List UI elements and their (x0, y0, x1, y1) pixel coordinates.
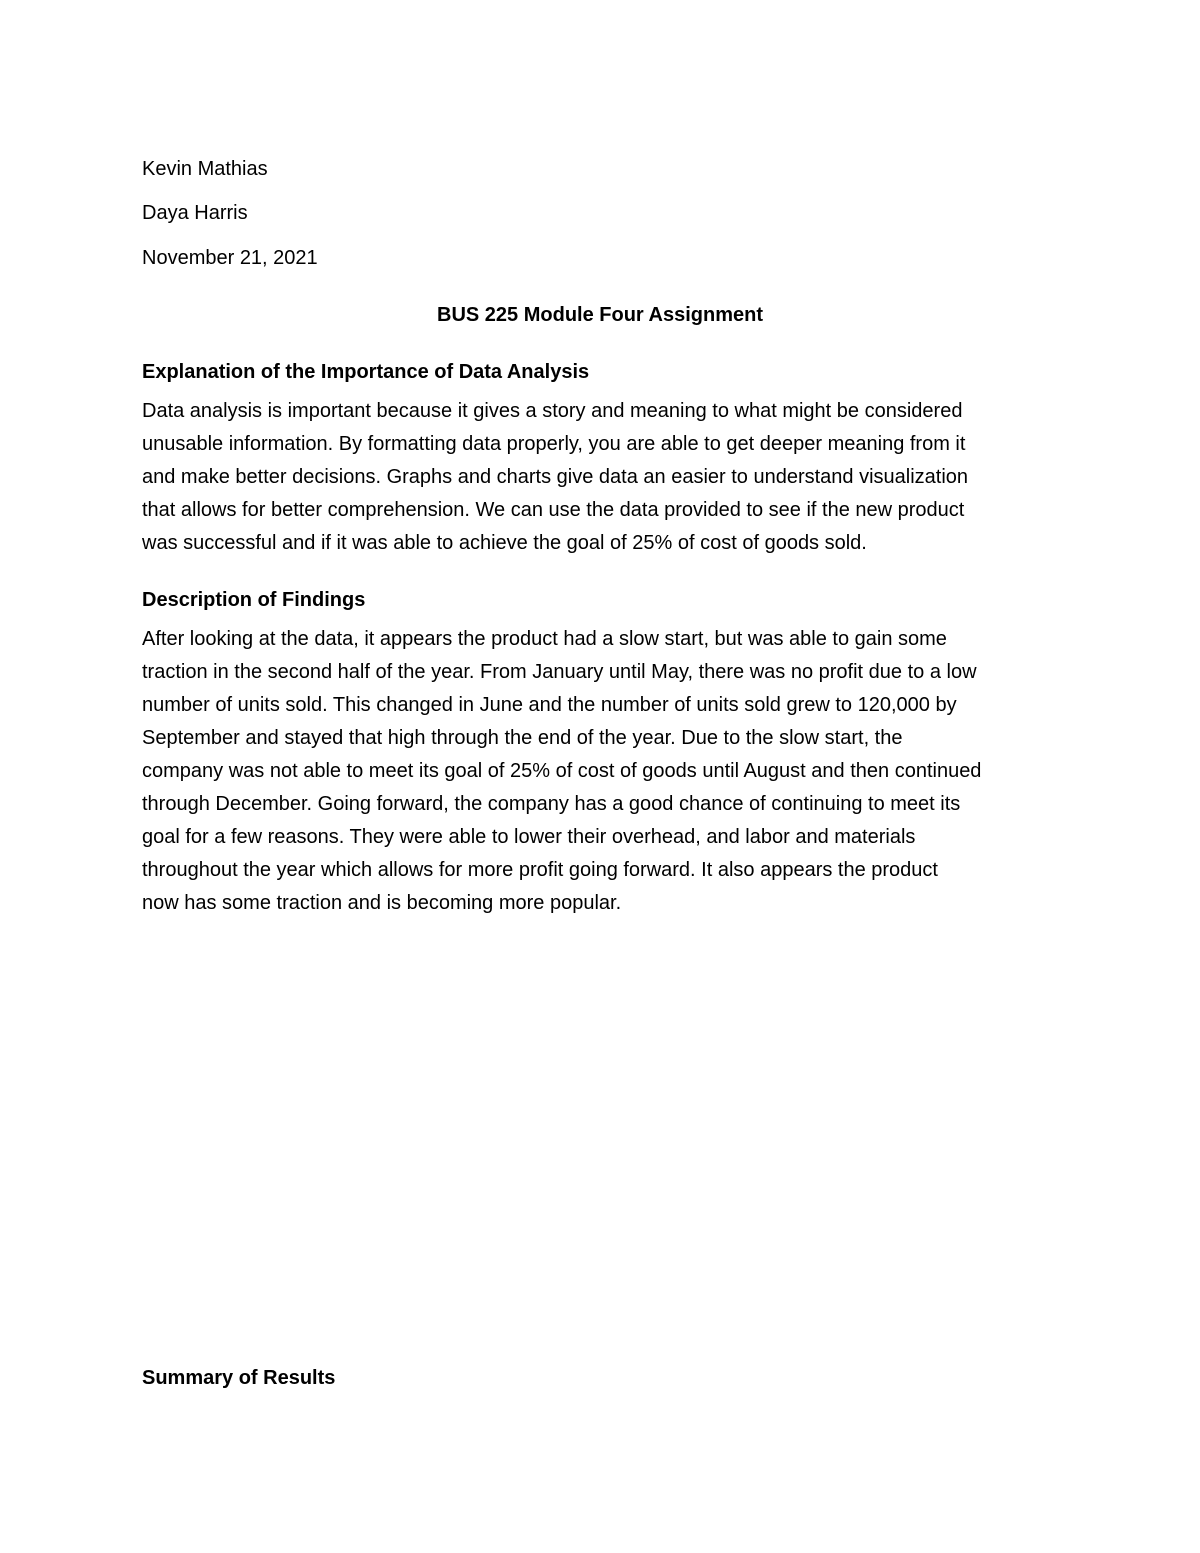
paragraph-line: Data analysis is important because it gives a story and meaning to what might be considered (142, 400, 963, 422)
section-body-importance (142, 395, 1062, 560)
paragraph-line: and make better decisions. Graphs and charts give data an easier to understand visualization (142, 466, 969, 488)
section-heading-summary: Summary of Results (142, 1367, 336, 1389)
paragraph-line: now has some traction and is becoming more popular. (142, 892, 622, 914)
paragraph-line: through December. Going forward, the company has a good chance of continuing to meet its (142, 793, 961, 815)
paragraph-line: was successful and if it was able to achieve the goal of 25% of cost of goods sold. (142, 532, 867, 554)
instructor-name: Daya Harris (142, 202, 248, 224)
author-name: Kevin Mathias (142, 158, 268, 180)
section-heading-findings: Description of Findings (142, 589, 366, 611)
paragraph-line: that allows for better comprehension. We can use the data provided to see if the new product (142, 499, 965, 521)
paragraph-line: unusable information. By formatting data properly, you are able to get deeper meaning from it (142, 433, 966, 455)
paragraph-line: After looking at the data, it appears the product had a slow start, but was able to gain some (142, 628, 947, 650)
section-body-findings (142, 623, 1062, 920)
paragraph-line: number of units sold. This changed in June and the number of units sold grew to 120,000 by (142, 694, 957, 716)
section-heading-importance: Explanation of the Importance of Data Analysis (142, 361, 590, 383)
paragraph-line: traction in the second half of the year. From January until May, there was no profit due to a low (142, 661, 977, 683)
paragraph-line: throughout the year which allows for more profit going forward. It also appears the product (142, 859, 938, 881)
paragraph-line: company was not able to meet its goal of 25% of cost of goods until August and then continued (142, 760, 982, 782)
paragraph-line: goal for a few reasons. They were able to lower their overhead, and labor and materials (142, 826, 916, 848)
document-date: November 21, 2021 (142, 247, 318, 269)
document-title: BUS 225 Module Four Assignment (437, 304, 763, 326)
paragraph-line: September and stayed that high through the end of the year. Due to the slow start, the (142, 727, 903, 749)
